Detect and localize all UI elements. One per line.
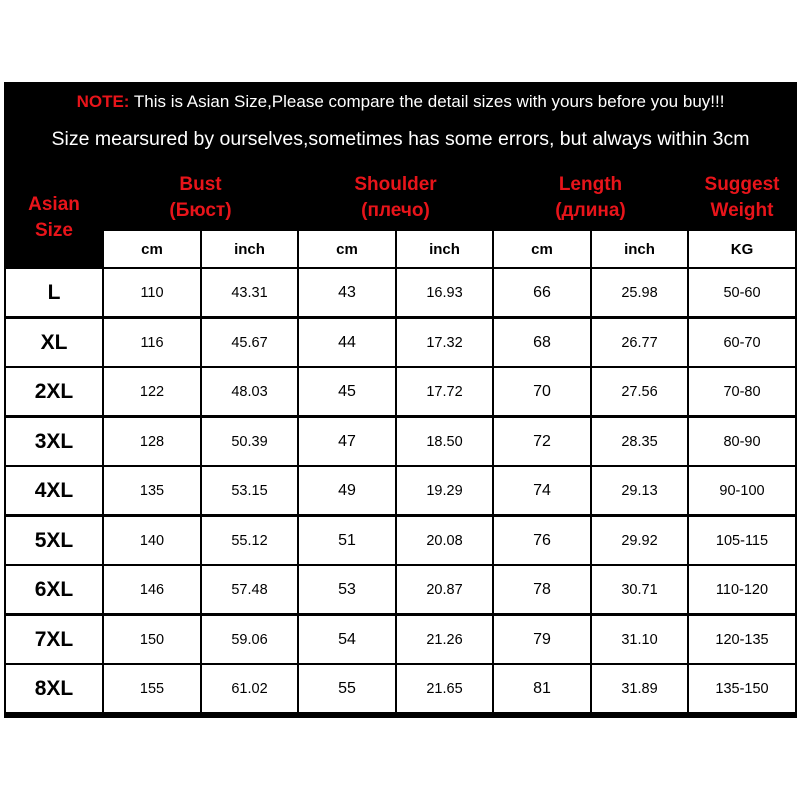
size-label: 3XL: [6, 418, 102, 465]
size-label: 7XL: [6, 616, 102, 663]
cell-weight-kg: 50-60: [689, 269, 795, 316]
cell-length-inch: 25.98: [592, 269, 687, 316]
unit-shoulder-cm: cm: [299, 231, 395, 267]
header-length-line2: (длина): [555, 199, 626, 221]
cell-weight-kg: 110-120: [689, 566, 795, 613]
size-label: L: [6, 269, 102, 316]
cell-bust-inch: 43.31: [202, 269, 297, 316]
header-asian-size: [6, 166, 102, 269]
cell-shoulder-cm: 44: [299, 319, 395, 366]
cell-shoulder-cm: 51: [299, 517, 395, 564]
cell-shoulder-cm: 53: [299, 566, 395, 613]
cell-shoulder-inch: 19.29: [397, 467, 492, 514]
size-label: 4XL: [6, 467, 102, 514]
cell-length-inch: 29.92: [592, 517, 687, 564]
cell-length-cm: 78: [494, 566, 590, 613]
cell-bust-inch: 45.67: [202, 319, 297, 366]
cell-weight-kg: 135-150: [689, 665, 795, 712]
cell-bust-cm: 140: [104, 517, 200, 564]
cell-bust-inch: 59.06: [202, 616, 297, 663]
cell-bust-cm: 146: [104, 566, 200, 613]
cell-bust-cm: 128: [104, 418, 200, 465]
measurement-note: Size mearsured by ourselves,sometimes has some errors, but always within 3cm: [51, 128, 750, 150]
cell-length-inch: 26.77: [592, 319, 687, 366]
cell-length-cm: 74: [494, 467, 590, 514]
cell-bust-cm: 135: [104, 467, 200, 514]
cell-weight-kg: 105-115: [689, 517, 795, 564]
cell-shoulder-cm: 49: [299, 467, 395, 514]
cell-shoulder-inch: 20.08: [397, 517, 492, 564]
header-bust-line2: (Бюст): [169, 199, 232, 221]
unit-length-inch: inch: [592, 231, 687, 267]
header-asian-size-line2: Size: [34, 219, 74, 241]
header-bust: [104, 166, 297, 229]
note-label: NOTE:: [76, 92, 130, 111]
cell-shoulder-cm: 45: [299, 368, 395, 415]
cell-shoulder-inch: 21.65: [397, 665, 492, 712]
cell-weight-kg: 60-70: [689, 319, 795, 366]
header-asian-size-line1: Asian: [28, 193, 80, 215]
note-banner: [4, 82, 797, 164]
cell-length-inch: 29.13: [592, 467, 687, 514]
cell-shoulder-cm: 55: [299, 665, 395, 712]
cell-length-inch: 28.35: [592, 418, 687, 465]
cell-length-cm: 72: [494, 418, 590, 465]
cell-shoulder-inch: 18.50: [397, 418, 492, 465]
header-length: [494, 166, 687, 229]
cell-shoulder-inch: 21.26: [397, 616, 492, 663]
unit-weight-kg: KG: [689, 231, 795, 267]
cell-weight-kg: 120-135: [689, 616, 795, 663]
cell-shoulder-inch: 16.93: [397, 269, 492, 316]
cell-bust-inch: 57.48: [202, 566, 297, 613]
cell-shoulder-inch: 20.87: [397, 566, 492, 613]
cell-length-cm: 81: [494, 665, 590, 712]
cell-shoulder-inch: 17.72: [397, 368, 492, 415]
cell-bust-inch: 50.39: [202, 418, 297, 465]
header-suggest-weight: [689, 166, 795, 229]
cell-shoulder-inch: 17.32: [397, 319, 492, 366]
header-shoulder-line1: Shoulder: [354, 173, 437, 195]
cell-bust-cm: 116: [104, 319, 200, 366]
header-weight-line1: Suggest: [704, 173, 780, 195]
unit-shoulder-inch: inch: [397, 231, 492, 267]
header-shoulder-line2: (плечо): [361, 199, 430, 221]
cell-shoulder-cm: 54: [299, 616, 395, 663]
header-bust-line1: Bust: [179, 173, 222, 195]
cell-bust-inch: 55.12: [202, 517, 297, 564]
cell-shoulder-cm: 47: [299, 418, 395, 465]
size-label: 5XL: [6, 517, 102, 564]
note-line: [4, 92, 797, 112]
cell-weight-kg: 90-100: [689, 467, 795, 514]
cell-weight-kg: 80-90: [689, 418, 795, 465]
cell-bust-cm: 155: [104, 665, 200, 712]
cell-bust-inch: 53.15: [202, 467, 297, 514]
note-text: This is Asian Size,Please compare the detail sizes with yours before you buy!!!: [129, 92, 725, 111]
header-weight-line2: Weight: [710, 199, 774, 221]
unit-length-cm: cm: [494, 231, 590, 267]
size-chart: [4, 82, 797, 718]
cell-length-cm: 79: [494, 616, 590, 663]
size-label: 6XL: [6, 566, 102, 613]
size-label: 8XL: [6, 665, 102, 712]
cell-weight-kg: 70-80: [689, 368, 795, 415]
cell-bust-cm: 110: [104, 269, 200, 316]
cell-length-inch: 30.71: [592, 566, 687, 613]
unit-bust-cm: cm: [104, 231, 200, 267]
cell-shoulder-cm: 43: [299, 269, 395, 316]
cell-bust-cm: 122: [104, 368, 200, 415]
size-label: 2XL: [6, 368, 102, 415]
cell-bust-inch: 61.02: [202, 665, 297, 712]
cell-bust-inch: 48.03: [202, 368, 297, 415]
cell-length-inch: 31.89: [592, 665, 687, 712]
cell-bust-cm: 150: [104, 616, 200, 663]
cell-length-inch: 31.10: [592, 616, 687, 663]
unit-bust-inch: inch: [202, 231, 297, 267]
cell-length-cm: 70: [494, 368, 590, 415]
cell-length-cm: 68: [494, 319, 590, 366]
cell-length-cm: 66: [494, 269, 590, 316]
size-label: XL: [6, 319, 102, 366]
cell-length-inch: 27.56: [592, 368, 687, 415]
cell-length-cm: 76: [494, 517, 590, 564]
header-shoulder: [299, 166, 492, 229]
header-length-line1: Length: [558, 173, 623, 195]
